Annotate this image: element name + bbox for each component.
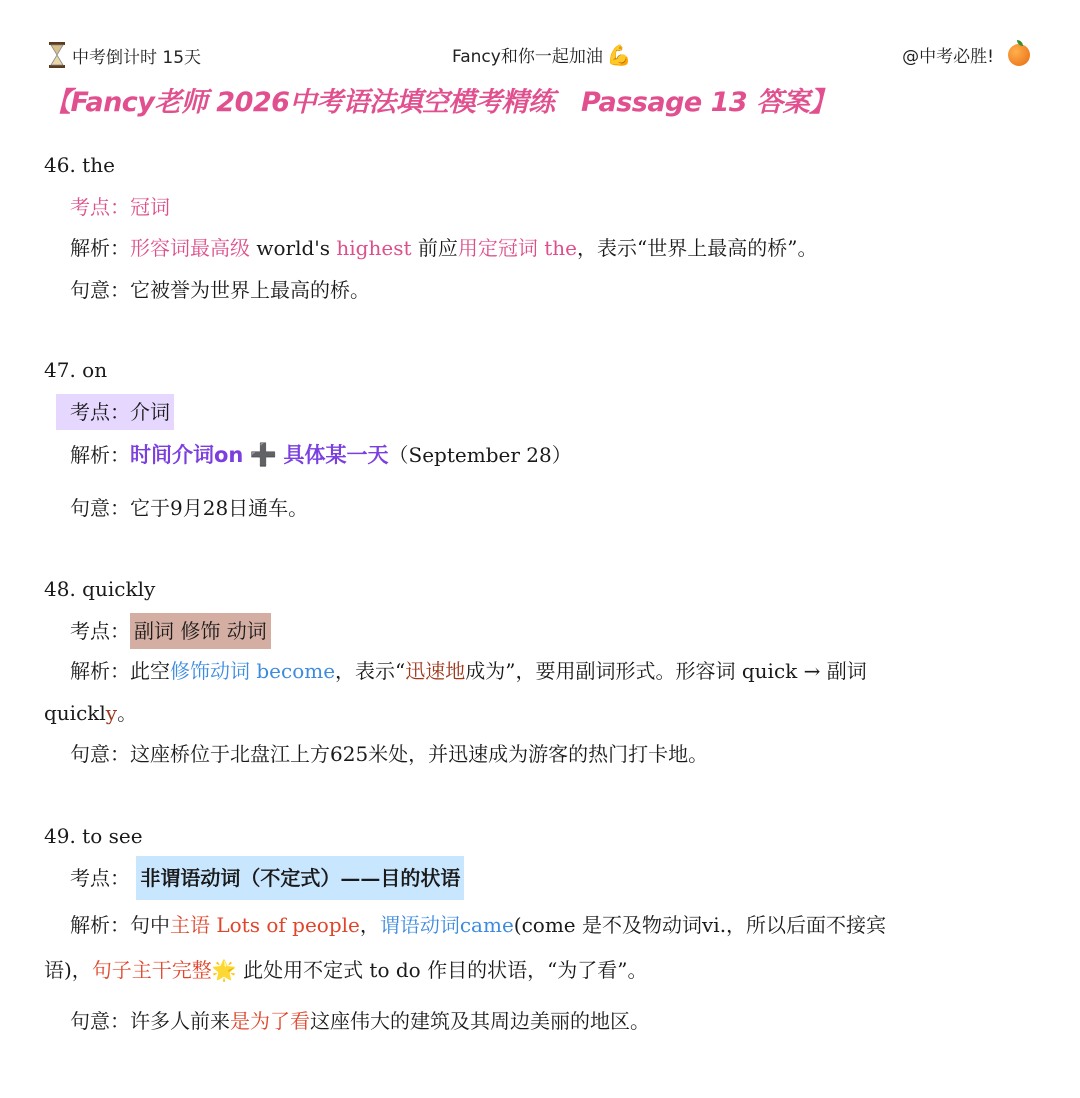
- answer-48: 48. quickly: [44, 577, 156, 601]
- answer-49: 49. to see: [44, 824, 143, 848]
- meaning-48: 句意：这座桥位于北盘江上方625米处，并迅速成为游客的热门打卡地。: [70, 742, 709, 766]
- point-46: 考点：冠词: [70, 195, 170, 219]
- meaning-46: 句意：它被誉为世界上最高的桥。: [70, 278, 370, 302]
- point-47: [70, 400, 174, 424]
- meaning-47: 句意：它于9月28日通车。: [70, 496, 309, 520]
- star-icon: 🌟: [211, 958, 237, 982]
- handle-text: @中考必胜!: [902, 47, 994, 67]
- point-highlight: 考点：介词: [56, 394, 174, 430]
- analysis-49-cont: 语)，句子主干完整🌟 此处用不定式 to do 作目的状语，“为了看”。: [44, 958, 648, 982]
- analysis-48-cont: quickly。: [44, 701, 138, 725]
- analysis-49: 解析：句中主语 Lots of people，谓语动词came(come 是不及物动词vi.，所以后面不接宾: [70, 913, 887, 937]
- analysis-47: 解析：时间介词on ➕ 具体某一天（September 28）: [70, 443, 572, 468]
- countdown: [48, 42, 201, 68]
- point-48: 考点： 副词 修饰 动词: [70, 619, 271, 643]
- countdown-text: 中考倒计时 15天: [72, 47, 202, 68]
- point-49: 考点： 非谓语动词（不定式）——目的状语: [70, 866, 464, 890]
- plus-icon: ➕: [249, 443, 278, 468]
- analysis-48: 解析：此空修饰动词 become，表示“迅速地成为”，要用副词形式。形容词 quick → 副词: [70, 659, 867, 683]
- orange-icon: [1008, 44, 1030, 66]
- answer-47: 47. on: [44, 358, 108, 382]
- analysis-46: 解析：形容词最高级 world's highest 前应用定冠词 the，表示“世界上最高的桥”。: [70, 236, 818, 260]
- meaning-49: 句意：许多人前来是为了看这座伟大的建筑及其周边美丽的地区。: [70, 1009, 650, 1033]
- slogan-text: Fancy和你一起加油: [452, 47, 603, 67]
- flexed-biceps-icon: 💪: [606, 42, 632, 67]
- point-highlight: 非谓语动词（不定式）——目的状语: [136, 856, 464, 900]
- answer-46: 46. the: [44, 153, 115, 177]
- point-highlight: 副词 修饰 动词: [130, 613, 271, 649]
- page-title: 【Fancy老师 2026中考语法填空模考精练 Passage 13 答案】: [44, 87, 836, 118]
- hourglass-icon: [48, 42, 66, 68]
- header-bar: [0, 38, 1080, 72]
- slogan: [452, 42, 632, 67]
- handle: [902, 42, 1030, 67]
